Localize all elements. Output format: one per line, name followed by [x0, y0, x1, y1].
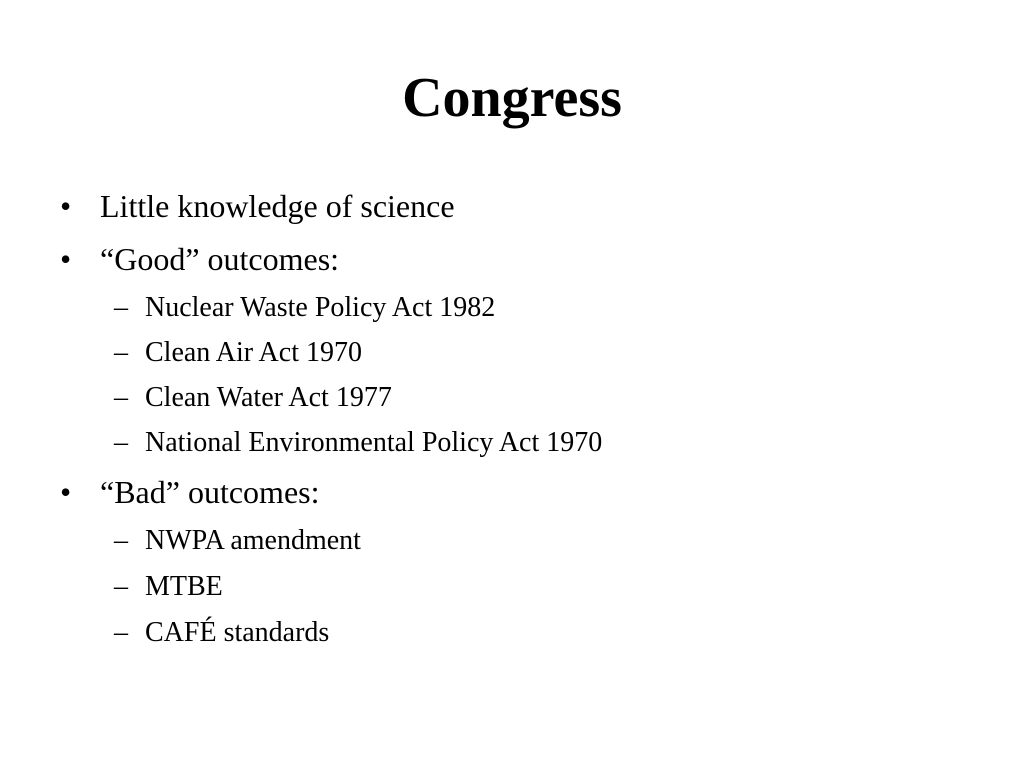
bullet-text: “Bad” outcomes:	[100, 474, 320, 510]
bullet-text: “Good” outcomes:	[100, 241, 340, 277]
dash-marker: –	[114, 337, 128, 368]
bullet-marker: •	[60, 474, 72, 510]
bullet-list	[56, 182, 996, 659]
sub-bullet-item	[56, 288, 996, 328]
sub-bullet-text: National Environmental Policy Act 1970	[145, 427, 603, 458]
sub-bullet-item	[56, 567, 996, 607]
sub-list-container	[56, 288, 996, 463]
bullet-item	[56, 235, 996, 283]
bullet-item	[56, 468, 996, 516]
bullet-item	[56, 182, 996, 230]
dash-marker: –	[114, 382, 128, 413]
dash-marker: –	[114, 292, 128, 323]
sub-bullet-text: NWPA amendment	[145, 525, 361, 556]
dash-marker: –	[114, 617, 128, 648]
bullet-text: Little knowledge of science	[100, 188, 455, 224]
sub-bullet-item	[56, 378, 996, 418]
sub-bullet-text: Clean Water Act 1977	[145, 382, 392, 413]
sub-bullet-item	[56, 333, 996, 373]
sub-bullet-text: MTBE	[145, 571, 223, 602]
bullet-marker: •	[60, 241, 72, 277]
dash-marker: –	[114, 571, 128, 602]
slide-title: Congress	[402, 67, 622, 129]
sub-list-container	[56, 521, 996, 653]
sub-list	[56, 288, 996, 463]
dash-marker: –	[114, 427, 128, 458]
sub-bullet-text: Nuclear Waste Policy Act 1982	[145, 292, 496, 323]
dash-marker: –	[114, 525, 128, 556]
bullet-marker: •	[60, 188, 72, 224]
sub-bullet-text: Clean Air Act 1970	[145, 337, 362, 368]
sub-bullet-item	[56, 521, 996, 561]
sub-bullet-item	[56, 423, 996, 463]
sub-list	[56, 521, 996, 653]
sub-bullet-text: CAFÉ standards	[145, 617, 330, 648]
sub-bullet-item	[56, 613, 996, 653]
